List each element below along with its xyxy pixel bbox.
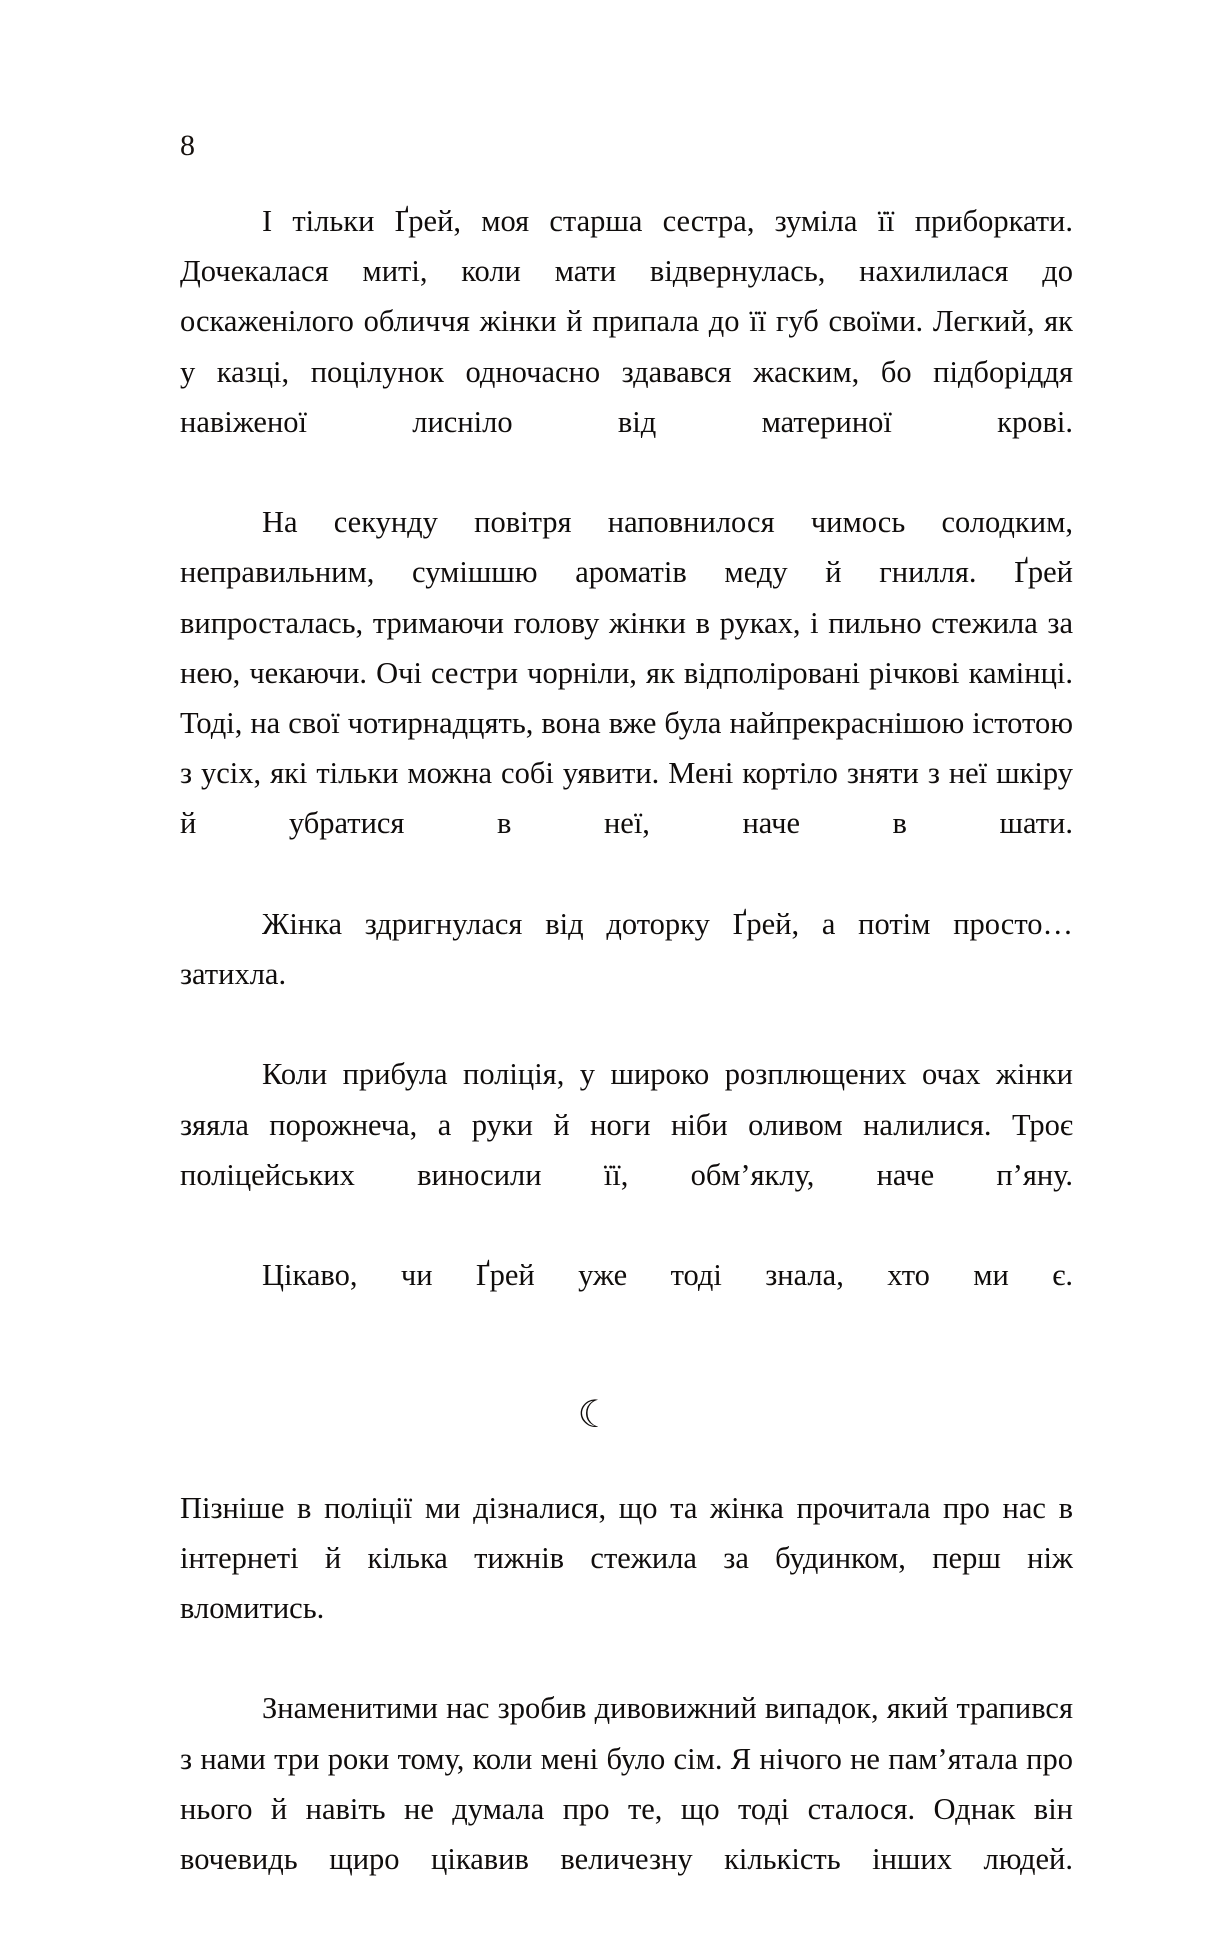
paragraph: Жінка здригнулася від доторку Ґрей, а потім просто… затихла. bbox=[180, 906, 1073, 992]
paragraph: І тільки Ґрей, моя старша сестра, зуміла її приборкати. Дочекалася миті, коли мати відвернулась, нахилилася до оскаженілого обличчя жінки й припала до її губ своїми. Легкий, як у казці, поцілунок одночасно здавався жаским, бо підборіддя навіженої лисніло від материної крові. bbox=[180, 204, 1073, 439]
page-number: 8 bbox=[180, 129, 196, 162]
paragraph: Пізніше в поліції ми дізналися, що та жінка прочитала про нас в інтернеті й кілька тижнів стежила за будинком, перш ніж вломитись. bbox=[180, 1490, 1073, 1626]
text-column bbox=[180, 196, 1073, 1935]
crescent-moon-icon: ☾ bbox=[577, 1391, 612, 1436]
paragraph: Знаменитими нас зробив дивовижний випадок, який трапився з нами три роки тому, коли мені було сім. Я нічого не пам’ятала про нього й навіть не думала про те, що тоді сталося. Однак він вочевидь щиро цікавив величезну кількість інших людей. bbox=[180, 1691, 1073, 1877]
paragraph: Коли прибула поліція, у широко розплющених очах жінки зяяла порожнеча, а руки й ноги ніби оливом налилися. Троє поліцейських виносили її, обм’яклу, наче п’яну. bbox=[180, 1057, 1073, 1192]
paragraph: Цікаво, чи Ґрей уже тоді знала, хто ми є. bbox=[262, 1258, 1073, 1293]
paragraph: На секунду повітря наповнилося чимось солодким, неправильним, сумішшю ароматів меду й гнилля. Ґрей випросталась, тримаючи голову жінки в руках, і пильно стежила за нею, чекаючи. Очі сестри чорніли, як відполіровані річкові камінці. Тоді, на свої чотирнадцять, вона вже була найпрекраснішою істотою з усіх, які тільки можна собі уявити. Мені кортіло зняти з неї шкіру й убратися в неї, наче в шати. bbox=[180, 505, 1073, 841]
